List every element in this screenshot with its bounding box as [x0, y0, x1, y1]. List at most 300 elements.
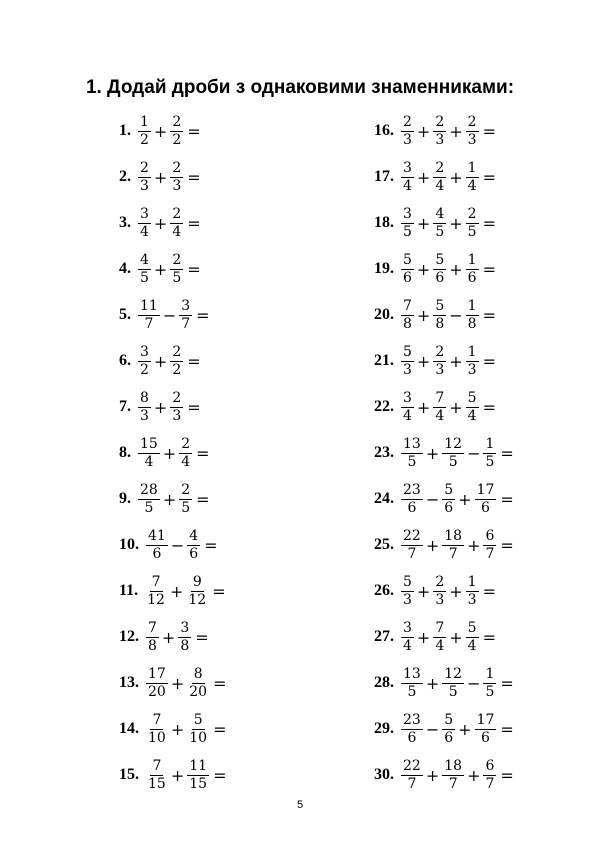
fraction: [401, 528, 423, 563]
numerator: 22: [403, 757, 421, 774]
numerator: 13: [403, 665, 421, 682]
numerator: 23: [403, 711, 421, 728]
exercise-number: 8.: [119, 444, 131, 461]
fraction: [442, 712, 455, 747]
fraction-expression: [400, 482, 514, 517]
equals-sign: =: [187, 121, 201, 141]
plus-sign: +: [162, 489, 177, 509]
exercise-item: [374, 108, 514, 154]
numerator: 6: [485, 757, 495, 774]
numerator: 22: [403, 527, 421, 544]
fraction: [170, 390, 183, 425]
denominator: 20: [148, 683, 166, 700]
numerator: 1: [467, 159, 477, 176]
fraction-expression: [145, 712, 226, 747]
equals-sign: =: [482, 259, 496, 279]
numerator: 7: [403, 297, 412, 314]
numerator: 3: [140, 205, 149, 222]
numerator: 9: [192, 573, 202, 590]
numerator: 1: [467, 343, 477, 360]
denominator: 4: [172, 223, 182, 240]
denominator: 6: [467, 269, 477, 286]
denominator: 20: [189, 683, 208, 700]
numerator: 7: [151, 573, 161, 590]
equals-sign: =: [500, 535, 514, 555]
fraction: [475, 712, 497, 747]
exercise-number: 19.: [374, 260, 394, 277]
plus-sign: +: [449, 351, 463, 371]
numerator: 2: [435, 573, 445, 590]
fraction-expression: [137, 252, 201, 287]
numerator: 3: [403, 619, 412, 636]
plus-sign: +: [449, 259, 463, 279]
fraction-expression: [144, 574, 225, 609]
denominator: 6: [407, 729, 417, 746]
numerator: 2: [467, 205, 477, 222]
exercise-number: 13.: [119, 674, 139, 691]
exercise-number: 27.: [374, 628, 394, 645]
denominator: 5: [407, 453, 417, 470]
fraction: [401, 574, 414, 609]
fraction-expression: [137, 482, 210, 517]
numerator: 18: [444, 757, 463, 774]
plus-sign: +: [449, 121, 463, 141]
plus-sign: +: [153, 259, 168, 279]
plus-sign: +: [416, 627, 431, 647]
equals-sign: =: [482, 213, 496, 233]
fraction: [442, 436, 464, 471]
exercise-item: [119, 154, 226, 200]
equals-sign: =: [482, 581, 496, 601]
exercise-number: 9.: [119, 490, 131, 507]
denominator: 7: [144, 315, 154, 332]
numerator: 4: [140, 251, 149, 268]
exercise-number: 25.: [374, 536, 394, 553]
plus-sign: +: [161, 627, 176, 647]
fraction: [401, 344, 414, 379]
fraction-expression: [137, 206, 201, 241]
fraction: [483, 666, 496, 701]
numerator: 2: [140, 159, 149, 176]
numerator: 41: [148, 527, 166, 544]
plus-sign: +: [416, 581, 431, 601]
plus-sign: +: [416, 121, 431, 141]
denominator: 5: [144, 499, 154, 516]
problem-column-right: [374, 108, 514, 798]
denominator: 4: [403, 407, 412, 424]
exercise-item: [374, 246, 514, 292]
numerator: 1: [467, 251, 477, 268]
denominator: 4: [435, 177, 445, 194]
fraction: [401, 160, 414, 195]
exercise-item: [374, 154, 514, 200]
plus-sign: +: [170, 673, 185, 693]
denominator: 8: [435, 315, 445, 332]
fraction-expression: [400, 206, 496, 241]
denominator: 3: [403, 131, 412, 148]
fraction: [187, 712, 209, 747]
equals-sign: =: [500, 443, 514, 463]
denominator: 6: [152, 545, 162, 562]
exercise-number: 1.: [119, 122, 131, 139]
denominator: 10: [189, 729, 208, 746]
fraction: [433, 574, 446, 609]
fraction: [178, 620, 191, 655]
denominator: 4: [181, 453, 191, 470]
exercise-number: 10.: [119, 536, 139, 553]
denominator: 8: [467, 315, 477, 332]
fraction: [483, 436, 496, 471]
numerator: 13: [403, 435, 421, 452]
page-title: 1. Додай дроби з однаковими знаменниками:: [85, 77, 515, 98]
fraction: [442, 528, 464, 563]
fraction-expression: [145, 528, 218, 563]
exercise-item: [119, 384, 226, 430]
equals-sign: =: [204, 535, 218, 555]
exercise-item: [119, 752, 226, 798]
denominator: 4: [140, 223, 149, 240]
numerator: 17: [148, 665, 166, 682]
exercise-item: [119, 292, 226, 338]
plus-sign: +: [425, 443, 440, 463]
fraction: [466, 574, 479, 609]
fraction: [138, 160, 151, 195]
fraction: [466, 114, 479, 149]
plus-sign: +: [153, 397, 168, 417]
fraction: [138, 114, 151, 149]
denominator: 5: [448, 683, 458, 700]
numerator: 7: [435, 389, 445, 406]
fraction: [186, 574, 208, 609]
plus-sign: +: [467, 535, 481, 555]
equals-sign: =: [482, 305, 496, 325]
exercise-number: 5.: [119, 306, 131, 323]
numerator: 4: [189, 527, 199, 544]
fraction: [170, 206, 183, 241]
exercise-number: 20.: [374, 306, 394, 323]
numerator: 2: [172, 251, 182, 268]
numerator: 2: [435, 343, 445, 360]
fraction: [170, 160, 183, 195]
fraction-expression: [137, 160, 201, 195]
plus-sign: +: [416, 167, 431, 187]
denominator: 12: [147, 591, 165, 608]
exercise-number: 15.: [119, 766, 139, 783]
denominator: 5: [448, 453, 458, 470]
equals-sign: =: [213, 765, 227, 785]
fraction: [146, 528, 168, 563]
fraction: [146, 666, 168, 701]
plus-sign: +: [170, 719, 185, 739]
fraction: [483, 758, 496, 793]
exercise-number: 4.: [119, 260, 131, 277]
exercise-number: 17.: [374, 168, 394, 185]
exercise-number: 24.: [374, 490, 394, 507]
denominator: 3: [435, 591, 445, 608]
fraction: [401, 252, 414, 287]
minus-sign: −: [467, 443, 481, 463]
denominator: 6: [403, 269, 412, 286]
denominator: 5: [181, 499, 191, 516]
fraction-expression: [400, 528, 514, 563]
fraction-expression: [400, 712, 514, 747]
numerator: 8: [193, 665, 203, 682]
page-number: 5: [296, 799, 304, 811]
fraction-expression: [137, 436, 210, 471]
numerator: 3: [140, 343, 149, 360]
denominator: 15: [148, 775, 166, 792]
numerator: 5: [403, 573, 412, 590]
fraction: [401, 298, 414, 333]
equals-sign: =: [500, 489, 514, 509]
fraction: [401, 666, 423, 701]
numerator: 2: [172, 343, 182, 360]
fraction: [433, 252, 446, 287]
equals-sign: =: [196, 489, 210, 509]
numerator: 5: [403, 251, 412, 268]
numerator: 2: [181, 435, 191, 452]
exercise-item: [374, 476, 514, 522]
equals-sign: =: [187, 351, 201, 371]
equals-sign: =: [500, 719, 514, 739]
exercise-item: [374, 384, 514, 430]
plus-sign: +: [467, 765, 481, 785]
denominator: 3: [140, 177, 149, 194]
fraction: [146, 758, 168, 793]
exercise-item: [374, 752, 514, 798]
minus-sign: −: [425, 719, 440, 739]
minus-sign: −: [425, 489, 440, 509]
denominator: 4: [403, 637, 412, 654]
denominator: 3: [172, 407, 182, 424]
numerator: 2: [172, 389, 182, 406]
exercise-number: 22.: [374, 398, 394, 415]
fraction: [179, 482, 192, 517]
exercise-number: 26.: [374, 582, 394, 599]
fraction: [401, 114, 414, 149]
exercise-number: 11.: [119, 582, 139, 599]
exercise-item: [374, 522, 514, 568]
fraction: [401, 712, 423, 747]
numerator: 17: [476, 711, 495, 728]
exercise-number: 14.: [119, 720, 139, 737]
plus-sign: +: [458, 489, 472, 509]
numerator: 1: [467, 297, 477, 314]
plus-sign: +: [170, 765, 185, 785]
exercise-number: 16.: [374, 122, 394, 139]
denominator: 2: [172, 361, 182, 378]
fraction: [187, 528, 200, 563]
exercise-number: 30.: [374, 766, 394, 783]
fraction-expression: [400, 114, 496, 149]
fraction: [401, 206, 414, 241]
exercise-item: [119, 200, 226, 246]
denominator: 6: [444, 729, 454, 746]
plus-sign: +: [153, 121, 168, 141]
plus-sign: +: [425, 765, 440, 785]
plus-sign: +: [449, 627, 463, 647]
denominator: 8: [180, 637, 190, 654]
plus-sign: +: [425, 673, 440, 693]
fraction: [146, 712, 168, 747]
denominator: 2: [172, 131, 182, 148]
equals-sign: =: [187, 213, 201, 233]
plus-sign: +: [169, 581, 184, 601]
plus-sign: +: [416, 397, 431, 417]
fraction: [442, 666, 464, 701]
fraction-expression: [400, 758, 514, 793]
fraction-expression: [137, 390, 201, 425]
fraction: [138, 206, 151, 241]
numerator: 7: [152, 757, 162, 774]
exercise-number: 2.: [119, 168, 131, 185]
equals-sign: =: [196, 443, 210, 463]
exercise-item: [374, 430, 514, 476]
fraction: [179, 298, 192, 333]
exercise-number: 3.: [119, 214, 131, 231]
exercise-item: [119, 108, 226, 154]
denominator: 5: [172, 269, 182, 286]
numerator: 6: [485, 527, 495, 544]
denominator: 15: [189, 775, 208, 792]
exercise-item: [374, 614, 514, 660]
fraction: [433, 620, 446, 655]
fraction: [442, 482, 455, 517]
denominator: 7: [448, 545, 458, 562]
plus-sign: +: [449, 167, 463, 187]
exercise-number: 12.: [119, 628, 139, 645]
fraction-expression: [137, 298, 210, 333]
fraction: [401, 436, 423, 471]
fraction: [466, 160, 479, 195]
minus-sign: −: [170, 535, 185, 555]
denominator: 7: [485, 775, 495, 792]
denominator: 6: [407, 499, 417, 516]
numerator: 3: [403, 389, 412, 406]
denominator: 7: [485, 545, 495, 562]
equals-sign: =: [213, 719, 227, 739]
plus-sign: +: [416, 351, 431, 371]
denominator: 4: [144, 453, 154, 470]
fraction: [483, 528, 496, 563]
equals-sign: =: [196, 305, 210, 325]
denominator: 2: [140, 361, 149, 378]
numerator: 18: [444, 527, 463, 544]
equals-sign: =: [500, 765, 514, 785]
exercise-item: [374, 338, 514, 384]
numerator: 15: [140, 435, 158, 452]
exercise-item: [119, 522, 226, 568]
minus-sign: −: [449, 305, 463, 325]
fraction: [466, 206, 479, 241]
exercise-number: 23.: [374, 444, 394, 461]
numerator: 3: [181, 297, 191, 314]
denominator: 5: [485, 683, 495, 700]
equals-sign: =: [187, 397, 201, 417]
denominator: 3: [467, 361, 477, 378]
equals-sign: =: [195, 627, 209, 647]
fraction: [138, 436, 160, 471]
fraction-expression: [400, 252, 496, 287]
denominator: 7: [407, 545, 417, 562]
minus-sign: −: [162, 305, 177, 325]
exercise-number: 6.: [119, 352, 131, 369]
fraction-expression: [400, 620, 496, 655]
numerator: 12: [444, 665, 463, 682]
equals-sign: =: [482, 351, 496, 371]
numerator: 7: [148, 619, 157, 636]
denominator: 12: [188, 591, 207, 608]
numerator: 2: [435, 159, 445, 176]
fraction-expression: [145, 758, 226, 793]
fraction-expression: [400, 344, 496, 379]
fraction: [433, 160, 446, 195]
numerator: 1: [467, 573, 477, 590]
exercise-item: [119, 246, 226, 292]
numerator: 2: [181, 481, 191, 498]
denominator: 4: [467, 637, 477, 654]
numerator: 11: [140, 297, 158, 314]
fraction: [138, 482, 160, 517]
numerator: 7: [152, 711, 162, 728]
fraction: [170, 252, 183, 287]
numerator: 5: [467, 389, 477, 406]
denominator: 5: [140, 269, 149, 286]
numerator: 5: [444, 481, 454, 498]
denominator: 4: [403, 177, 412, 194]
denominator: 6: [444, 499, 454, 516]
exercise-number: 29.: [374, 720, 394, 737]
numerator: 5: [444, 711, 454, 728]
minus-sign: −: [467, 673, 481, 693]
denominator: 3: [403, 591, 412, 608]
fraction: [466, 620, 479, 655]
equals-sign: =: [500, 673, 514, 693]
fraction: [138, 252, 151, 287]
problem-column-left: [119, 108, 226, 798]
exercise-item: [119, 338, 226, 384]
fraction: [466, 390, 479, 425]
exercise-item: [119, 614, 226, 660]
exercise-number: 18.: [374, 214, 394, 231]
fraction-expression: [400, 666, 514, 701]
denominator: 5: [407, 683, 417, 700]
numerator: 3: [180, 619, 190, 636]
fraction: [187, 666, 209, 701]
numerator: 5: [403, 343, 412, 360]
denominator: 4: [467, 407, 477, 424]
numerator: 3: [403, 205, 412, 222]
numerator: 2: [467, 113, 477, 130]
fraction-expression: [137, 114, 201, 149]
numerator: 5: [193, 711, 203, 728]
fraction: [433, 114, 446, 149]
equals-sign: =: [482, 627, 496, 647]
numerator: 2: [172, 113, 182, 130]
fraction: [170, 344, 183, 379]
exercise-item: [119, 430, 226, 476]
numerator: 8: [140, 389, 149, 406]
plus-sign: +: [416, 259, 431, 279]
equals-sign: =: [187, 167, 201, 187]
exercise-item: [374, 568, 514, 614]
denominator: 4: [467, 177, 477, 194]
exercise-item: [374, 200, 514, 246]
numerator: 4: [435, 205, 445, 222]
plus-sign: +: [162, 443, 177, 463]
denominator: 3: [435, 131, 445, 148]
denominator: 7: [181, 315, 191, 332]
